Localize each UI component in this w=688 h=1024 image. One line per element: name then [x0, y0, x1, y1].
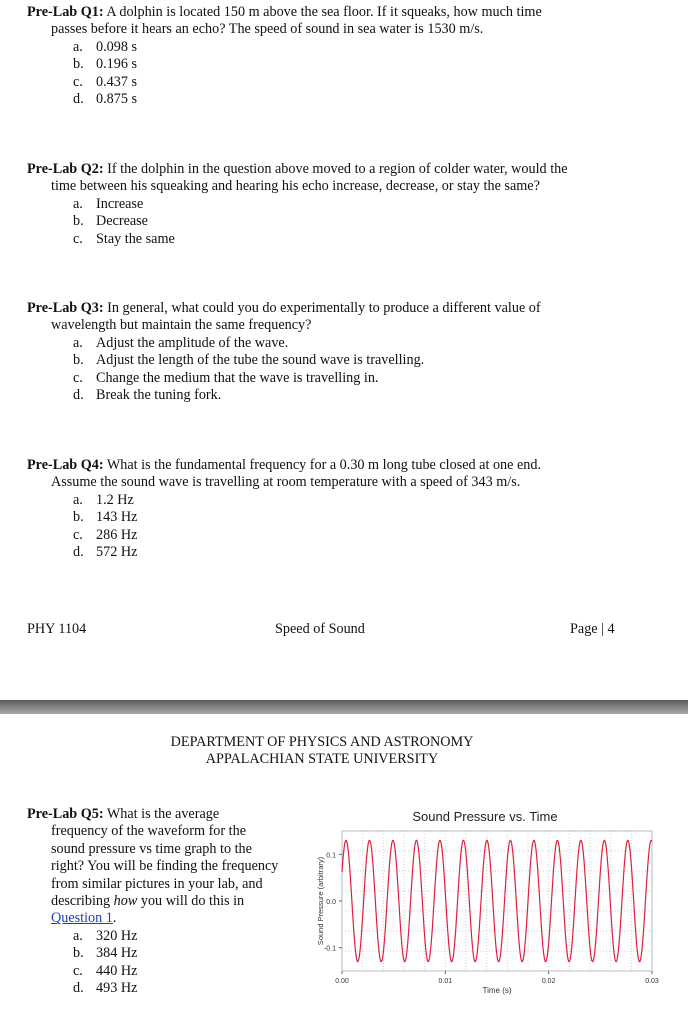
- question-line: sound pressure vs time graph to the: [51, 840, 252, 857]
- question-text: [27, 457, 541, 492]
- option: [73, 945, 317, 962]
- university-name: APPALACHIAN STATE UNIVERSITY: [205, 751, 439, 767]
- options-list: [27, 335, 541, 405]
- y-ticks: [324, 852, 342, 952]
- option-letter: c.: [73, 369, 83, 386]
- question-line: wavelength but maintain the same frequency?: [51, 317, 312, 334]
- question-label: Pre-Lab Q5:: [27, 806, 104, 822]
- option: [73, 928, 317, 945]
- y-axis-label: Sound Pressure (arbitrary): [316, 856, 325, 946]
- x-tick-label: 0.03: [645, 978, 659, 985]
- option-text: Decrease: [96, 213, 148, 230]
- question-label: Pre-Lab Q3:: [27, 300, 104, 316]
- x-tick-label: 0.00: [335, 978, 349, 985]
- sound-pressure-chart: [310, 805, 660, 1005]
- option-letter: a.: [73, 195, 83, 212]
- option-text: 0.437 s: [96, 73, 137, 90]
- option-text: 493 Hz: [96, 980, 138, 997]
- option-text: Adjust the amplitude of the wave.: [96, 334, 289, 351]
- footer-page-number: Page | 4: [570, 621, 615, 637]
- question-text: [27, 4, 542, 39]
- question-line: If the dolphin in the question above moved to a region of colder water, would the: [107, 161, 568, 177]
- option: [73, 370, 541, 387]
- option: [73, 527, 541, 544]
- options-list: [27, 492, 541, 562]
- option-text: Increase: [96, 195, 144, 212]
- question-2: [27, 161, 568, 248]
- option: [73, 387, 541, 404]
- y-tick-label: 0.0: [326, 899, 336, 906]
- options-list: [27, 39, 542, 109]
- question-text: [27, 300, 541, 335]
- option-letter: d.: [73, 387, 84, 404]
- option: [73, 963, 317, 980]
- y-tick-label: 0.1: [326, 852, 336, 860]
- option-letter: a.: [73, 927, 83, 944]
- option: [73, 492, 541, 509]
- question-line: passes before it hears an echo? The speed of sound in sea water is 1530 m/s.: [51, 21, 484, 38]
- footer-course: PHY 1104: [27, 621, 87, 637]
- text-segment: .: [112, 910, 117, 927]
- question-5: [27, 806, 317, 997]
- option-letter: d.: [73, 980, 84, 997]
- y-tick-label: -0.1: [323, 945, 336, 953]
- question-line: Assume the sound wave is travelling at room temperature with a speed of 343 m/s.: [51, 474, 521, 491]
- x-tick-label: 0.02: [541, 978, 556, 985]
- option: [73, 196, 568, 213]
- x-axis-label: Time (s): [482, 986, 512, 995]
- question-line: time between his squeaking and hearing his echo increase, decrease, or stay the same?: [51, 178, 540, 195]
- options-list: [27, 196, 568, 248]
- option-text: 384 Hz: [96, 945, 138, 962]
- x-ticks: [335, 971, 659, 985]
- option-letter: b.: [73, 56, 84, 73]
- question-3: [27, 300, 541, 404]
- option: [73, 91, 542, 108]
- option: [73, 335, 541, 352]
- question-line: In general, what could you do experimentally to produce a different value of: [107, 300, 541, 316]
- option-letter: b.: [73, 352, 84, 369]
- option-text: 0.098 s: [96, 38, 137, 55]
- question-text: [27, 161, 568, 196]
- question-4: [27, 457, 541, 561]
- chart-grid: [342, 831, 652, 971]
- option: [73, 509, 541, 526]
- text-segment: you will do this in: [137, 893, 245, 910]
- question-label: Pre-Lab Q1:: [27, 4, 104, 20]
- option-text: 440 Hz: [96, 962, 138, 979]
- emphasis: how: [113, 893, 138, 910]
- option-text: Break the tuning fork.: [96, 387, 222, 404]
- question-line: A dolphin is located 150 m above the sea floor. If it squeaks, how much time: [106, 4, 542, 20]
- option-letter: b.: [73, 213, 84, 230]
- plot-area-border: [342, 831, 652, 971]
- option-letter: c.: [73, 230, 83, 247]
- option-text: Change the medium that the wave is travelling in.: [96, 369, 379, 386]
- question-line: [27, 910, 317, 927]
- option-text: 1.2 Hz: [96, 491, 134, 508]
- question-label: Pre-Lab Q2:: [27, 161, 104, 177]
- footer-title: Speed of Sound: [275, 621, 365, 637]
- question-line: from similar pictures in your lab, and: [51, 875, 263, 892]
- option-letter: a.: [73, 334, 83, 351]
- option-text: Stay the same: [96, 230, 175, 247]
- option-letter: a.: [73, 491, 83, 508]
- option-letter: c.: [73, 73, 83, 90]
- option: [73, 544, 541, 561]
- option: [73, 56, 542, 73]
- question-line: [27, 893, 317, 910]
- option-letter: c.: [73, 526, 83, 543]
- option-letter: d.: [73, 544, 84, 561]
- option-letter: b.: [73, 509, 84, 526]
- option: [73, 231, 568, 248]
- page-header: [0, 734, 644, 768]
- option-text: 572 Hz: [96, 544, 138, 561]
- question-line: right? You will be finding the frequency: [51, 858, 279, 875]
- option-text: Adjust the length of the tube the sound wave is travelling.: [96, 352, 425, 369]
- option: [73, 74, 542, 91]
- chart-title: Sound Pressure vs. Time: [412, 809, 558, 824]
- option-text: 0.875 s: [96, 91, 137, 108]
- options-list: [27, 928, 317, 998]
- question-line: What is the average: [106, 806, 220, 822]
- option-letter: b.: [73, 945, 84, 962]
- x-tick-label: 0.01: [438, 978, 453, 985]
- option-text: 0.196 s: [96, 56, 137, 73]
- option-text: 320 Hz: [96, 927, 138, 944]
- option-text: 286 Hz: [96, 526, 138, 543]
- option-text: 143 Hz: [96, 509, 138, 526]
- question-line: What is the fundamental frequency for a 0.30 m long tube closed at one end.: [106, 457, 542, 473]
- option: [73, 352, 541, 369]
- option-letter: d.: [73, 91, 84, 108]
- text-segment: describing: [51, 893, 114, 910]
- option-letter: a.: [73, 38, 83, 55]
- option: [73, 213, 568, 230]
- question-1: [27, 4, 542, 108]
- option: [73, 980, 317, 997]
- question-line: frequency of the waveform for the: [51, 823, 246, 840]
- option-letter: c.: [73, 962, 83, 979]
- department-name: DEPARTMENT OF PHYSICS AND ASTRONOMY: [170, 734, 474, 750]
- question-text: [27, 806, 317, 928]
- page-divider: [0, 700, 688, 714]
- question-label: Pre-Lab Q4:: [27, 457, 104, 473]
- option: [73, 39, 542, 56]
- question-1-link[interactable]: Question 1: [51, 910, 113, 927]
- waveform-line: [342, 840, 652, 961]
